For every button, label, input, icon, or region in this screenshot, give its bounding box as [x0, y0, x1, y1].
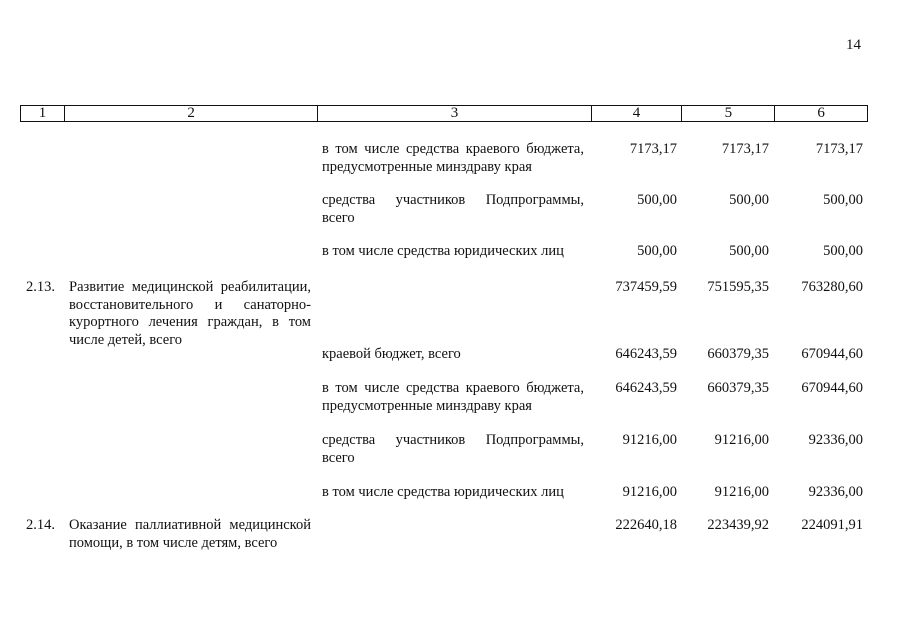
table-header	[20, 105, 868, 122]
row-value-col4: 91216,00	[622, 484, 677, 500]
row-value-col5: 660379,35	[707, 380, 769, 396]
row-source: краевой бюджет, всего	[322, 346, 461, 362]
row-source: в том числе средства юридических лиц	[322, 243, 564, 259]
header-col-6: 6	[817, 105, 825, 121]
header-col-5: 5	[682, 106, 775, 121]
row-value-col6: 500,00	[823, 192, 863, 208]
row-value-col4: 500,00	[637, 192, 677, 208]
row-value-col6: 763280,60	[801, 279, 863, 295]
row-value-col4: 222640,18	[615, 517, 677, 533]
row-value-col5: 223439,92	[707, 517, 769, 533]
row-value-col5: 660379,35	[707, 346, 769, 362]
row-value-col6: 92336,00	[808, 484, 863, 500]
row-value-col6: 670944,60	[801, 380, 863, 396]
row-value-col6: 670944,60	[801, 346, 863, 362]
row-source: в том числе средства краевого бюджета, предусмотренные минздраву края	[322, 380, 584, 414]
row-value-col4: 7173,17	[629, 141, 677, 157]
row-value-col4: 500,00	[637, 243, 677, 259]
header-col-2: 2	[65, 106, 318, 121]
row-value-col5: 7173,17	[721, 141, 769, 157]
row-value-col6: 7173,17	[815, 141, 863, 157]
row-value-col5: 500,00	[729, 243, 769, 259]
row-value-col6: 224091,91	[801, 517, 863, 533]
row-source: в том числе средства юридических лиц	[322, 484, 564, 500]
row-value-col4: 646243,59	[615, 380, 677, 396]
row-value-col5: 500,00	[729, 192, 769, 208]
row-name: Оказание паллиативной медицинской помощи, в том числе детям, всего	[69, 517, 311, 551]
page-number: 14	[846, 37, 861, 53]
header-col-1: 1	[21, 106, 65, 121]
row-value-col5: 91216,00	[714, 432, 769, 448]
row-value-col6: 92336,00	[808, 432, 863, 448]
row-index: 2.13.	[26, 279, 55, 295]
row-source: средства участников Подпрограммы, всего	[322, 192, 584, 226]
row-value-col6: 500,00	[823, 243, 863, 259]
row-value-col5: 91216,00	[714, 484, 769, 500]
row-source: в том числе средства краевого бюджета, предусмотренные минздраву края	[322, 141, 584, 175]
row-value-col5: 751595,35	[707, 279, 769, 295]
row-value-col4: 91216,00	[622, 432, 677, 448]
row-index: 2.14.	[26, 517, 55, 533]
row-name: Развитие медицинской реабилитации, восстановительного и санаторно-курортного лечения граждан, в том числе детей, всего	[69, 279, 311, 348]
row-value-col4: 646243,59	[615, 346, 677, 362]
header-col-4: 4	[592, 106, 683, 121]
row-source: средства участников Подпрограммы, всего	[322, 432, 584, 466]
header-col-3: 3	[318, 106, 591, 121]
row-value-col4: 737459,59	[615, 279, 677, 295]
